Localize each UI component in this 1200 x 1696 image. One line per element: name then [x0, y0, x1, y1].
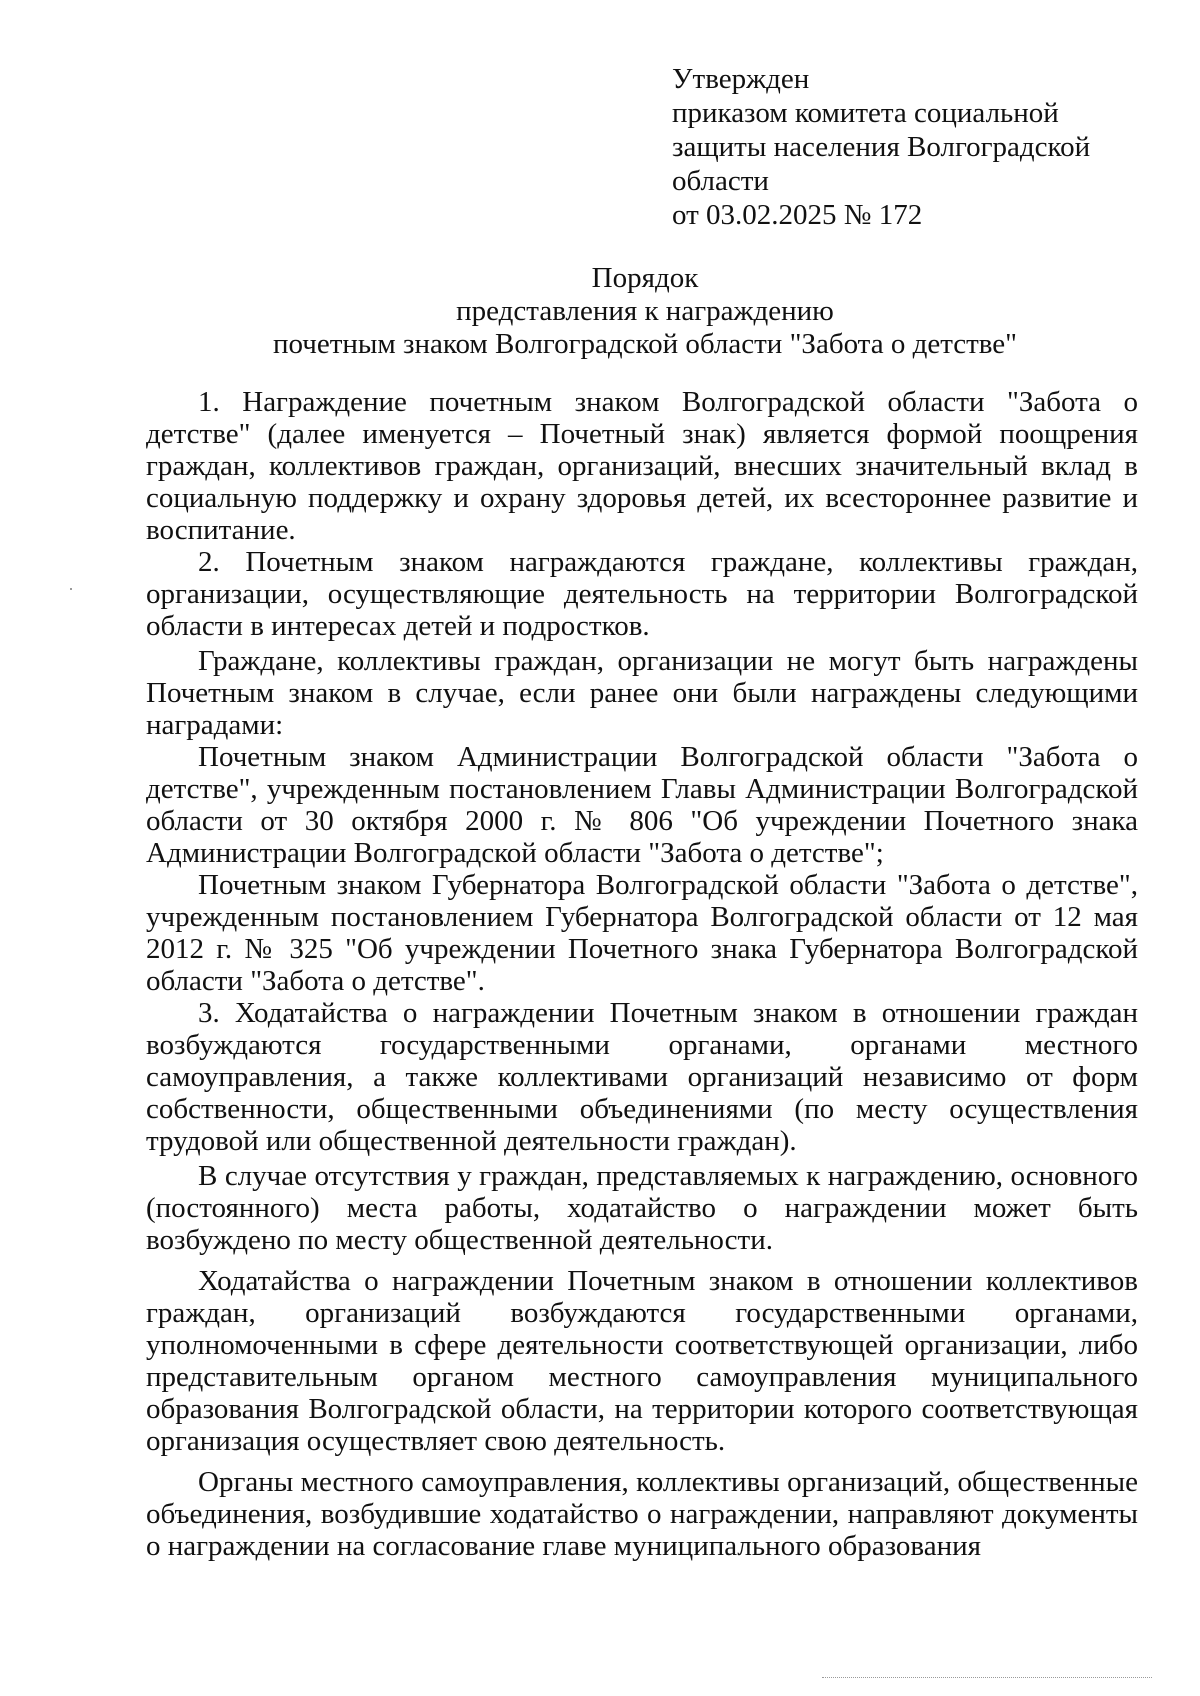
- paragraph: Граждане, коллективы граждан, организации не могут быть награждены Почетным знаком в случае, если ранее они были награждены следующими наградами:: [146, 645, 1138, 741]
- bottom-rule: [822, 1677, 1152, 1678]
- title-line: почетным знаком Волгоградской области "Забота о детстве": [272, 328, 1018, 360]
- paragraph: Органы местного самоуправления, коллективы организаций, общественные объединения, возбудившие ходатайство о награждении, направляют документы о награждении на согласование главе муниципального образования: [146, 1466, 1138, 1562]
- approval-line: Утвержден: [672, 63, 810, 95]
- approval-line: приказом комитета социальной: [672, 97, 1059, 129]
- approval-date-number: от 03.02.2025 № 172: [672, 199, 923, 231]
- approval-line: области: [672, 165, 769, 197]
- paragraph: 2. Почетным знаком награждаются граждане, коллективы граждан, организации, осуществляющие деятельность на территории Волгоградской области в интересах детей и подростков.: [146, 546, 1138, 642]
- paragraph: Почетным знаком Губернатора Волгоградской области "Забота о детстве", учрежденным постановлением Губернатора Волгоградской области от 12 мая 2012 г. № 325 "Об учреждении Почетного знака Губернатора Волгоградской области "Забота о детстве".: [146, 869, 1138, 997]
- title-line: Порядок: [591, 262, 699, 294]
- approval-line: защиты населения Волгоградской: [672, 131, 1091, 163]
- document-title: [150, 262, 1140, 361]
- paragraph: Ходатайства о награждении Почетным знаком в отношении коллективов граждан, организаций возбуждаются государственными органами, уполномоченными в сфере деятельности соответствующей организации, либо представительным органом местного самоуправления муниципального образования Волгоградской области, на территории которого соответствующая организация осуществляет свою деятельность.: [146, 1265, 1138, 1457]
- paragraph: Почетным знаком Администрации Волгоградской области "Забота о детстве", учрежденным постановлением Главы Администрации Волгоградской области от 30 октября 2000 г. № 806 "Об учреждении Почетного знака Администрации Волгоградской области "Забота о детстве";: [146, 741, 1138, 869]
- paragraph: 3. Ходатайства о награждении Почетным знаком в отношении граждан возбуждаются государственными органами, органами местного самоуправления, а также коллективами организаций независимо от форм собственности, общественными объединениями (по месту осуществления трудовой или общественной деятельности граждан).: [146, 997, 1138, 1157]
- approval-stamp: [672, 62, 1142, 232]
- paragraph: 1. Награждение почетным знаком Волгоградской области "Забота о детстве" (далее именуется – Почетный знак) является формой поощрения граждан, коллективов граждан, организаций, внесших значительный вклад в социальную поддержку и охрану здоровья детей, их всестороннее развитие и воспитание.: [146, 386, 1138, 546]
- title-line: представления к награждению: [456, 295, 834, 327]
- document-body: [146, 386, 1138, 1562]
- paragraph: В случае отсутствия у граждан, представляемых к награждению, основного (постоянного) места работы, ходатайство о награждении может быть возбуждено по месту общественной деятельности.: [146, 1160, 1138, 1256]
- scan-speck: [70, 588, 72, 590]
